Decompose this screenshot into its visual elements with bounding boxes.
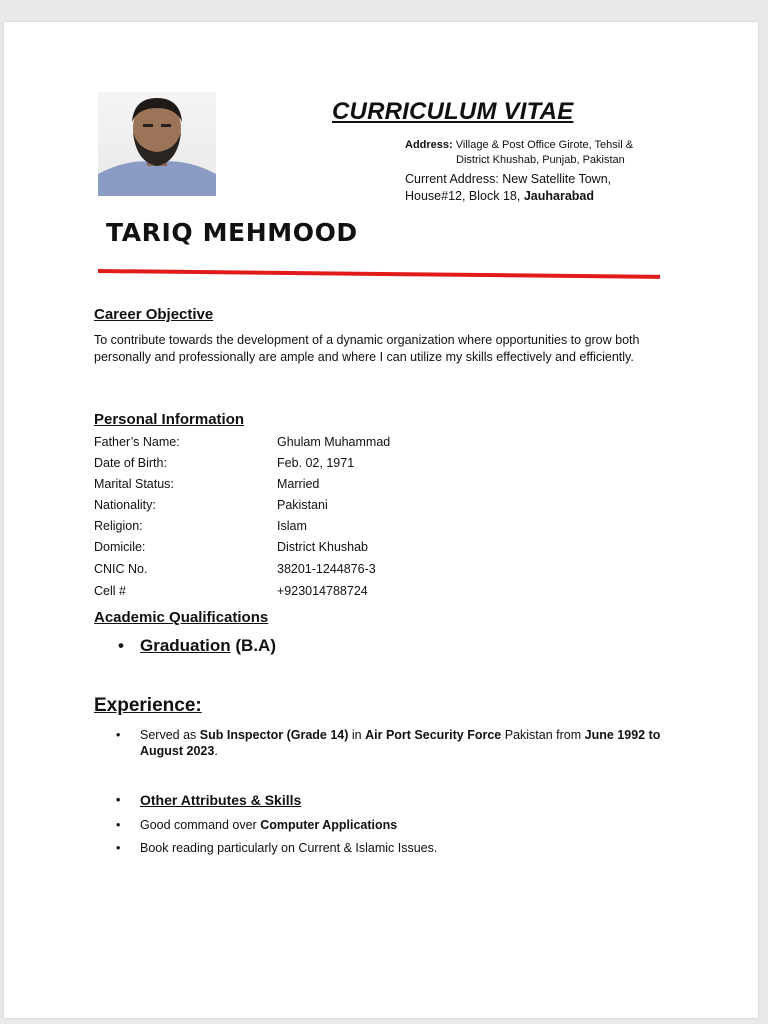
info-value: Feb. 02, 1971 <box>277 456 355 470</box>
info-row-marital-status <box>94 477 594 497</box>
text-fragment: Good command over <box>140 818 261 832</box>
info-value: Married <box>277 477 320 491</box>
academic-heading: Academic Qualifications <box>94 609 269 626</box>
current-address-town: Jauharabad <box>523 189 594 203</box>
info-label: Nationality: <box>94 498 156 512</box>
experience-heading: Experience: <box>94 695 202 716</box>
info-row-nationality <box>94 498 594 518</box>
skill-highlight: Computer Applications <box>260 818 398 832</box>
info-value: Islam <box>277 519 307 533</box>
bullet-icon: • <box>116 818 121 832</box>
bullet-icon: • <box>116 793 121 807</box>
current-address <box>405 171 685 205</box>
info-value: Pakistani <box>277 498 328 512</box>
bullet-icon: • <box>116 728 121 742</box>
info-label: Cell # <box>94 584 126 598</box>
experience-text <box>140 727 680 759</box>
degree-name: Graduation <box>140 636 231 655</box>
bullet-icon: • <box>116 841 121 855</box>
info-value: Ghulam Muhammad <box>277 435 391 449</box>
info-value: District Khushab <box>277 540 369 554</box>
profile-photo <box>98 92 216 196</box>
text-fragment: Pakistan from <box>501 728 585 742</box>
address-line-2: District Khushab, Punjab, Pakistan <box>456 154 625 166</box>
cv-page <box>4 22 758 1018</box>
address-line-1: Village & Post Office Girote, Tehsil & <box>455 139 634 151</box>
info-label: CNIC No. <box>94 562 148 576</box>
header-divider <box>98 269 660 279</box>
current-address-line-1: Current Address: New Satellite Town, <box>405 172 612 186</box>
info-value: +923014788724 <box>277 584 368 598</box>
info-row-fathers-name <box>94 435 594 455</box>
degree-item <box>118 636 276 656</box>
person-photo-icon <box>98 92 216 196</box>
info-value: 38201-1244876-3 <box>277 562 376 576</box>
info-label: Date of Birth: <box>94 456 167 470</box>
bullet-icon: • <box>118 636 124 655</box>
info-row-cnic <box>94 562 594 582</box>
career-objective-text: To contribute towards the development of a dynamic organization where opportunities to grow both personally and professionally are ample and where I can utilize my skills effectively and efficiently. <box>94 333 640 364</box>
personal-info-heading: Personal Information <box>94 411 245 428</box>
info-label: Religion: <box>94 519 143 533</box>
skill-text: Book reading particularly on Current & Islamic Issues. <box>140 841 438 855</box>
address-label: Address: <box>405 139 453 151</box>
skill-text <box>140 817 680 833</box>
current-address-line-2: House#12, Block 18, <box>405 189 524 203</box>
text-fragment: . <box>214 744 218 758</box>
job-title: Sub Inspector (Grade 14) <box>199 728 349 742</box>
permanent-address <box>405 138 665 168</box>
career-objective-heading: Career Objective <box>94 306 214 323</box>
info-row-religion <box>94 519 594 539</box>
text-fragment: Served as <box>140 728 200 742</box>
text-fragment: in <box>348 728 366 742</box>
document-title: CURRICULUM VITAE <box>332 98 574 125</box>
info-row-domicile <box>94 540 594 560</box>
info-row-cell <box>94 584 594 604</box>
skills-heading: Other Attributes & Skills <box>140 792 302 808</box>
employer: Air Port Security Force <box>365 728 502 742</box>
info-label: Father’s Name: <box>94 435 180 449</box>
employment-period: June 1992 to August 2023 <box>140 728 661 758</box>
info-label: Marital Status: <box>94 477 174 491</box>
info-label: Domicile: <box>94 540 146 554</box>
info-row-dob <box>94 456 594 476</box>
candidate-name: TARIQ MEHMOOD <box>106 218 358 247</box>
degree-suffix: (B.A) <box>230 636 276 655</box>
